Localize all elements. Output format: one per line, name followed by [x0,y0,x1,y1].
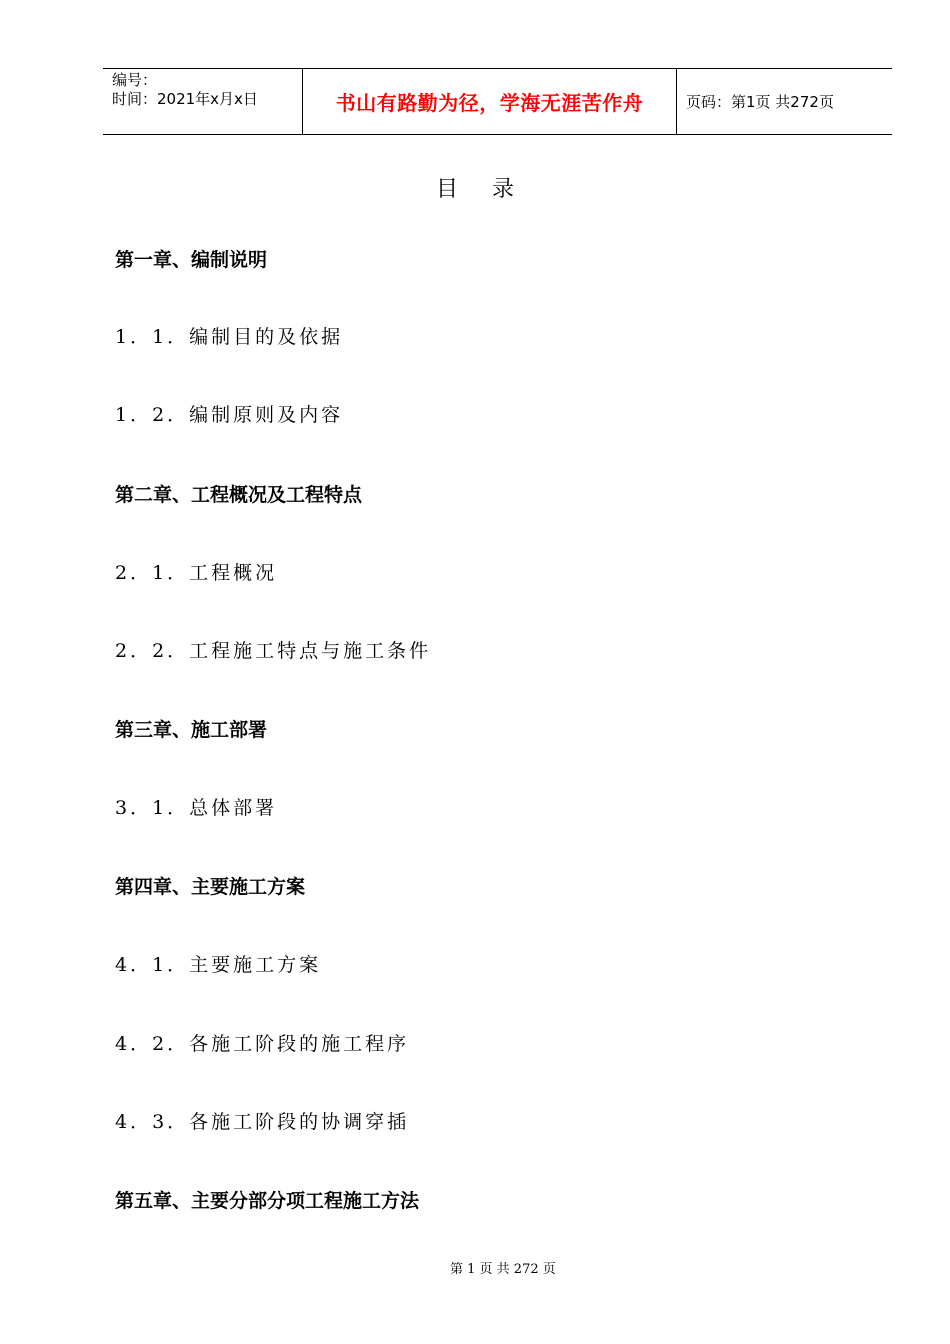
motto-text: 书山有路勤为径，学海无涯苦作舟 [335,91,644,115]
table-of-contents [115,0,875,1300]
toc-entry[interactable]: 2．1．工程概况 [115,562,278,584]
toc-entry[interactable]: 第五章、主要分部分项工程施工方法 [115,1190,420,1212]
toc-entry[interactable]: 2．2．工程施工特点与施工条件 [115,640,432,662]
toc-entry[interactable]: 1．1．编制目的及依据 [115,326,344,348]
number-label: 编号： [112,71,158,89]
toc-entry[interactable]: 4．3．各施工阶段的协调穿插 [115,1111,410,1133]
toc-entry[interactable]: 第四章、主要施工方案 [115,876,306,898]
toc-entry[interactable]: 第三章、施工部署 [115,719,268,741]
toc-entry[interactable]: 第一章、编制说明 [115,249,268,271]
toc-entry[interactable]: 第二章、工程概况及工程特点 [115,484,363,506]
toc-entry[interactable]: 4．1．主要施工方案 [115,954,322,976]
toc-entry[interactable]: 1．2．编制原则及内容 [115,404,344,426]
page-title: 目录 [435,177,548,202]
page-footer: 第 1 页 共 272 页 [450,1262,556,1277]
toc-entry[interactable]: 3．1．总体部署 [115,797,278,819]
toc-entry[interactable]: 4．2．各施工阶段的施工程序 [115,1033,410,1055]
time-label: 时间：2021年x月x日 [112,90,258,108]
page-info: 页码：第1页 共272页 [686,93,834,111]
